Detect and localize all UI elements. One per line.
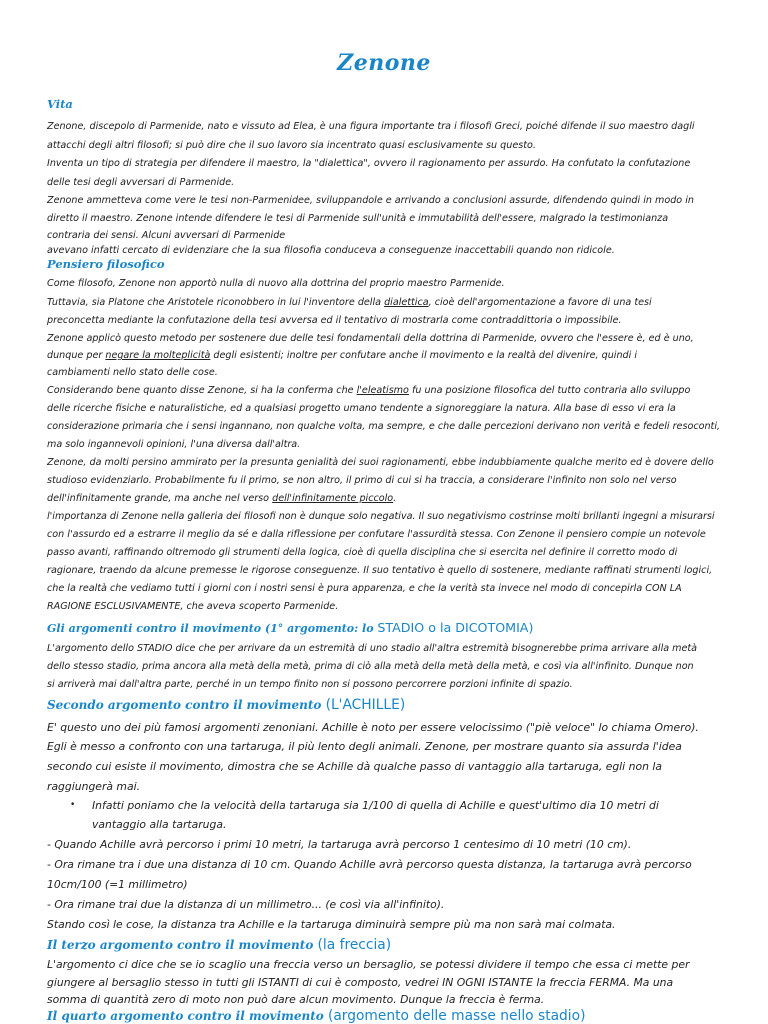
- heading-pensiero: Pensiero filosofico: [47, 257, 165, 271]
- text-line: - Ora rimane trai due la distanza di un millimetro... (e così via all'infinito).: [47, 898, 445, 911]
- text-line: RAGIONE ESCLUSIVAMENTE, che aveva scoperto Parmenide.: [47, 601, 339, 612]
- text-line: - Ora rimane tra i due una distanza di 10 cm. Quando Achille avrà percorso questa distanza, la tartaruga avrà percorso: [47, 858, 692, 871]
- page-title: Zenone: [337, 50, 431, 76]
- text-line: Stando così le cose, la distanza tra Achille e la tartaruga diminuirà sempre più ma non sarà mai colmata.: [47, 918, 616, 931]
- text-line: Infatti poniamo che la velocità della tartaruga sia 1/100 di quella di Achille e quest'ultimo dia 10 metri di: [92, 799, 659, 812]
- text-line: preconcetta mediante la confutazione della tesi avversa ed il tentativo di mostrarla come contraddittoria o impossibile.: [47, 315, 622, 326]
- text-line: - Quando Achille avrà percorso i primi 10 metri, la tartaruga avrà percorso 1 centesimo di 10 metri (10 cm).: [47, 838, 632, 851]
- text-line: dunque per negare la molteplicità degli esistenti; inoltre per confutare anche il movimento e la realtà del divenire, quindi i: [47, 350, 637, 361]
- text-line: Zenone, discepolo di Parmenide, nato e vissuto ad Elea, è una figura importante tra i filosofi Greci, poiché difende il suo maestro dagli: [47, 121, 695, 132]
- text-line: dell'infinitamente grande, ma anche nel verso dell'infinitamente piccolo.: [47, 493, 397, 504]
- text-line: Zenone, da molti persino ammirato per la presunta genialità dei suoi ragionamenti, ebbe indubbiamente qualche merito ed è dovere dello: [47, 457, 714, 468]
- heading-argomento-4: Il quarto argomento contro il movimento (argomento delle masse nello stadio): [47, 1008, 586, 1024]
- text-line: ma solo ingannevoli opinioni, l'una diversa dall'altra.: [47, 439, 301, 450]
- bullet-dot: •: [70, 800, 76, 810]
- underlined-term: dialettica: [384, 297, 429, 308]
- text-line: che la realtà che vediamo tutti i giorni con i nostri sensi è pura apparenza, e che la verità sta invece nel modo di concepirla CON LA: [47, 583, 682, 594]
- text-line: considerazione primaria che i sensi ingannano, non qualche volta, ma sempre, e che dalle percezioni derivano non verità e fedeli resoconti,: [47, 421, 721, 432]
- text-line: Come filosofo, Zenone non apportò nulla di nuovo alla dottrina del proprio maestro Parmenide.: [47, 278, 505, 289]
- text-line: passo avanti, raffinando oltremodo gli strumenti della logica, cioè di quella disciplina che si esercita nel definire il corretto modo di: [47, 547, 678, 558]
- text-line: ragionare, traendo da alcune premesse le rigorose conseguenze. Il suo tentativo è quello di sostenere, mediante raffinati strumenti logici,: [47, 565, 713, 576]
- text-line: attacchi degli altri filosofi; si può dire che il suo lavoro sia incentrato quasi esclusivamente su questo.: [47, 140, 536, 151]
- heading-argomento-1: Gli argomenti contro il movimento (1° argomento: lo STADIO o la DICOTOMIA): [47, 620, 534, 635]
- text-line: studioso evidenziarlo. Probabilmente fu il primo, se non altro, il primo di cui si ha traccia, a considerare l'infinito non solo nel verso: [47, 475, 677, 486]
- text-line: delle ricerche fisiche e naturalistiche, ed a qualsiasi progetto umano tendente a signoreggiare la natura. Alla base di esso vi era la: [47, 403, 676, 414]
- text-line: secondo cui esiste il movimento, dimostra che se Achille dà qualche passo di vantaggio alla tartaruga, egli non la: [47, 760, 662, 773]
- text-line: dello stesso stadio, prima ancora alla metà della metà, prima di ciò alla metà della metà della metà, e così via all'infinito. Dunque non: [47, 661, 694, 672]
- text-line: vantaggio alla tartaruga.: [92, 818, 227, 831]
- heading-vita: Vita: [47, 97, 73, 111]
- text-line: Inventa un tipo di strategia per difendere il maestro, la "dialettica", ovvero il ragionamento per assurdo. Ha confutato la confutazione: [47, 158, 691, 169]
- text-line: raggiungerà mai.: [47, 780, 140, 793]
- text-line: Tuttavia, sia Platone che Aristotele riconobbero in lui l'inventore della dialettica, cioè dell'argomentazione a favore di una tesi: [47, 297, 652, 308]
- text-line: con l'assurdo ed a estrarre il meglio da sé e dalla riflessione per confutare l'assurdità stessa. Con Zenone il pensiero compie un notevole: [47, 529, 706, 540]
- underlined-term: l'eleatismo: [356, 385, 409, 396]
- text-line: si arriverà mai dall'altra parte, perché in un tempo finito non si possono percorrere porzioni infinite di spazio.: [47, 679, 573, 690]
- text-line: diretto il maestro. Zenone intende difendere le tesi di Parmenide sull'unità e immutabilità dell'essere, malgrado la testimonianza: [47, 213, 669, 224]
- heading-argomento-2: Secondo argomento contro il movimento (L'ACHILLE): [47, 697, 406, 713]
- text-line: E' questo uno dei più famosi argomenti zenoniani. Achille è noto per essere velocissimo ("piè veloce" lo chiama Omero).: [47, 721, 699, 734]
- underlined-term: dell'infinitamente piccolo: [272, 493, 394, 504]
- text-line: cambiamenti nello stato delle cose.: [47, 367, 218, 378]
- text-line: Zenone ammetteva come vere le tesi non-Parmenidee, sviluppandole e arrivando a conclusioni assurde, difendendo quindi in modo in: [47, 195, 694, 206]
- text-line: 10cm/100 (=1 millimetro): [47, 878, 188, 891]
- text-line: somma di quantità zero di moto non può dare alcun movimento. Dunque la freccia è ferma.: [47, 993, 545, 1006]
- text-line: l'importanza di Zenone nella galleria dei filosofi non è dunque solo negativa. Il suo negativismo costrinse molti brillanti ingegni a misurarsi: [47, 511, 715, 522]
- text-line: Egli è messo a confronto con una tartaruga, il più lento degli animali. Zenone, per mostrare quanto sia assurda l'idea: [47, 740, 682, 753]
- text-line: avevano infatti cercato di evidenziare che la sua filosofia conduceva a conseguenze inaccettabili quando non ridicole.: [47, 245, 615, 256]
- text-line: L'argomento dello STADIO dice che per arrivare da un estremità di uno stadio all'altra estremità bisognerebbe prima arrivare alla metà: [47, 643, 698, 654]
- text-line: giungere al bersaglio stesso in tutti gli ISTANTI di cui è composto, vedrei IN OGNI ISTANTE la freccia FERMA. Ma una: [47, 976, 674, 989]
- text-line: Zenone applicò questo metodo per sostenere due delle tesi fondamentali della dottrina di Parmenide, ovvero che l'essere è, ed è uno,: [47, 333, 694, 344]
- underlined-term: negare la molteplicità: [105, 350, 211, 361]
- text-line: Considerando bene quanto disse Zenone, si ha la conferma che l'eleatismo fu una posizione filosofica del tutto contraria allo sviluppo: [47, 385, 691, 396]
- text-line: L'argomento ci dice che se io scaglio una freccia verso un bersaglio, se potessi dividere il tempo che essa ci mette per: [47, 958, 690, 971]
- heading-argomento-3: Il terzo argomento contro il movimento (la freccia): [47, 937, 392, 953]
- text-line: delle tesi degli avversari di Parmenide.: [47, 177, 235, 188]
- text-line: contraria dei sensi. Alcuni avversari di Parmenide: [47, 230, 286, 241]
